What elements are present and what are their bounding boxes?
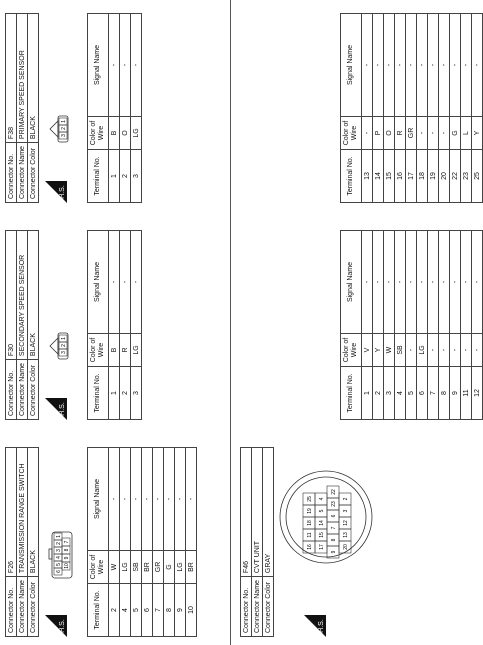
pin-number: 15: [318, 532, 325, 538]
terminal-no: 3: [384, 367, 395, 420]
connector-f30-pin-table: Terminal No. Color of Wire Signal Name 1 B - 2 R - 3 LG -: [87, 230, 142, 420]
pin-number: 1: [60, 337, 67, 340]
connector-f26-header: Connector No. F26 Connector Name TRANSMISSION RANGE SWITCH Connector Color BLACK: [5, 447, 39, 637]
pin-row: [450, 231, 461, 420]
pin-number: 9: [330, 550, 337, 554]
pin-row: [109, 14, 120, 203]
pin-row: [120, 448, 131, 637]
connector-f30-panel: [5, 230, 142, 420]
pin-number: 22: [330, 489, 337, 495]
wire-color: O: [384, 117, 395, 150]
wire-color: -: [472, 334, 483, 367]
pin-number: 7: [63, 540, 70, 544]
signal-name: -: [131, 448, 142, 551]
signal-name: -: [186, 448, 197, 551]
wire-color: R: [395, 117, 406, 150]
pin-number: 3: [60, 134, 67, 137]
signal-name: -: [120, 14, 131, 117]
pin-number: 19: [306, 508, 313, 514]
connector-f38-no: F38: [6, 14, 17, 143]
wire-color: V: [362, 334, 373, 367]
wire-color: Y: [373, 334, 384, 367]
wire-color: GR: [153, 551, 164, 584]
pin-row: [461, 14, 472, 203]
pin-number: 2: [60, 344, 67, 347]
terminal-no: 19: [428, 150, 439, 203]
pin-row: [109, 448, 120, 637]
pin-number: 2: [55, 542, 62, 545]
signal-name: -: [109, 448, 120, 551]
signal-name: -: [428, 14, 439, 117]
wire-color: SB: [131, 551, 142, 584]
wire-color: W: [384, 334, 395, 367]
connector-f30-no: F30: [6, 231, 17, 360]
pin-number: 10: [63, 563, 70, 569]
terminal-no: 23: [461, 150, 472, 203]
pin-row: [186, 448, 197, 637]
connector-f38-name: PRIMARY SPEED SENSOR: [17, 14, 28, 143]
signal-name: -: [461, 231, 472, 334]
pin-number: 9: [63, 556, 70, 560]
signal-name: -: [428, 231, 439, 334]
wire-color: G: [164, 551, 175, 584]
terminal-no: 1: [109, 150, 120, 203]
pin-row: [428, 231, 439, 420]
pin-row: [362, 231, 373, 420]
terminal-no: 2: [120, 367, 131, 420]
pin-row: [395, 231, 406, 420]
signal-name: -: [175, 448, 186, 551]
signal-name: -: [461, 14, 472, 117]
signal-name: -: [164, 448, 175, 551]
connector-f46-no: F46: [241, 448, 252, 577]
pin-number: 6: [330, 514, 337, 518]
signal-name: -: [362, 231, 373, 334]
pin-number: 20: [342, 544, 349, 550]
connector-f38-pin-diagram: [49, 113, 75, 143]
terminal-no: 1: [362, 367, 373, 420]
terminal-no: 18: [417, 150, 428, 203]
pin-row: [450, 14, 461, 203]
pin-row: [373, 231, 384, 420]
signal-name: -: [439, 14, 450, 117]
pin-number: 1: [55, 535, 62, 538]
pin-row: [164, 448, 175, 637]
wire-color: B: [109, 117, 120, 150]
wire-color: W: [109, 551, 120, 584]
terminal-no: 9: [175, 584, 186, 637]
pin-number: 3: [60, 351, 67, 354]
pin-number: 8: [330, 538, 337, 542]
wire-color: BR: [142, 551, 153, 584]
terminal-no: 2: [373, 367, 384, 420]
terminal-no: 25: [472, 150, 483, 203]
wire-color: LG: [131, 117, 142, 150]
pin-number: 17: [318, 544, 325, 550]
signal-name: -: [395, 14, 406, 117]
signal-name: -: [120, 448, 131, 551]
pin-number: 18: [306, 520, 313, 526]
wire-color: -: [417, 117, 428, 150]
signal-name: -: [373, 14, 384, 117]
terminal-no: 6: [417, 367, 428, 420]
harness-side-icon: H.S.: [45, 181, 67, 203]
connector-f46-name: CVT UNIT: [252, 448, 263, 577]
pin-row: [362, 14, 373, 203]
terminal-no: 20: [439, 150, 450, 203]
signal-name: -: [373, 231, 384, 334]
connector-f38-color: BLACK: [28, 14, 39, 143]
pin-number: 12: [342, 520, 349, 526]
terminal-no: 10: [186, 584, 197, 637]
harness-side-icon: H.S.: [45, 615, 67, 637]
signal-name: -: [417, 14, 428, 117]
signal-name: -: [362, 14, 373, 117]
terminal-no: 9: [450, 367, 461, 420]
terminal-no: 16: [395, 150, 406, 203]
signal-name: -: [417, 231, 428, 334]
pin-number: 11: [306, 532, 313, 538]
pin-number: 13: [342, 532, 349, 538]
pin-row: [395, 14, 406, 203]
terminal-no: 11: [461, 367, 472, 420]
connector-f46-pin-diagram: [274, 467, 378, 567]
pin-row: [373, 14, 384, 203]
terminal-no: 8: [164, 584, 175, 637]
wire-color: -: [450, 334, 461, 367]
terminal-no: 22: [450, 150, 461, 203]
terminal-no: 5: [131, 584, 142, 637]
wire-color: -: [461, 334, 472, 367]
connector-f30-pin-diagram: [49, 330, 75, 360]
wire-color: BR: [186, 551, 197, 584]
pin-row: [472, 231, 483, 420]
pin-number: 14: [318, 520, 325, 526]
wire-color: LG: [417, 334, 428, 367]
terminal-no: 8: [439, 367, 450, 420]
pin-row: [109, 231, 120, 420]
pin-number: 25: [306, 496, 313, 502]
terminal-no: 3: [131, 367, 142, 420]
wire-color: SB: [395, 334, 406, 367]
pin-row: [428, 14, 439, 203]
wire-color: L: [461, 117, 472, 150]
terminal-no: 2: [109, 584, 120, 637]
terminal-no: 1: [109, 367, 120, 420]
connector-f30-name: SECONDARY SPEED SENSOR: [17, 231, 28, 360]
terminal-no: 17: [406, 150, 417, 203]
wire-color: -: [428, 334, 439, 367]
wire-color: -: [406, 334, 417, 367]
pin-row: [120, 14, 131, 203]
connector-f26-name: TRANSMISSION RANGE SWITCH: [17, 448, 28, 577]
terminal-no: 5: [406, 367, 417, 420]
signal-name: -: [109, 231, 120, 334]
wire-color: O: [120, 117, 131, 150]
connector-f46-color: GRAY: [263, 448, 274, 577]
signal-name: -: [406, 231, 417, 334]
wire-color: -: [439, 117, 450, 150]
connector-f26-color: BLACK: [28, 448, 39, 577]
signal-name: -: [450, 231, 461, 334]
pin-row: [131, 448, 142, 637]
pin-number: 7: [330, 526, 337, 530]
wire-color: P: [373, 117, 384, 150]
wire-color: LG: [175, 551, 186, 584]
pin-number: 1: [60, 120, 67, 123]
pin-row: [406, 14, 417, 203]
terminal-no: 4: [395, 367, 406, 420]
signal-name: -: [142, 448, 153, 551]
wire-color: R: [120, 334, 131, 367]
connector-f26-panel: [5, 447, 197, 637]
signal-name: -: [472, 231, 483, 334]
wire-color: Y: [472, 117, 483, 150]
pin-row: [417, 14, 428, 203]
pin-row: [439, 14, 450, 203]
pin-row: [175, 448, 186, 637]
wire-color: -: [362, 117, 373, 150]
pin-row: [142, 448, 153, 637]
terminal-no: 7: [153, 584, 164, 637]
wire-color: LG: [131, 334, 142, 367]
pin-row: [120, 231, 131, 420]
connector-f26-no: F26: [6, 448, 17, 577]
connector-f46-pin-table-2: Terminal No. Color of Wire Signal Name 13 - - 14 P - 15 O - 16 R - 17 GR - 18 - - 19 - - 20 - - 22 G - 23 L - 25 Y -: [340, 13, 483, 203]
pin-row: [439, 231, 450, 420]
pin-row: [153, 448, 164, 637]
connector-f46-panel: [240, 447, 384, 637]
pin-number: 2: [60, 127, 67, 130]
pin-row: [384, 14, 395, 203]
signal-name: -: [109, 14, 120, 117]
wire-color: LG: [120, 551, 131, 584]
terminal-no: 7: [428, 367, 439, 420]
pin-number: 6: [55, 570, 62, 573]
section-divider: [230, 0, 231, 645]
pin-row: [472, 14, 483, 203]
pin-number: 23: [330, 501, 337, 507]
harness-side-icon: H.S.: [45, 398, 67, 420]
terminal-no: 3: [131, 150, 142, 203]
pin-row: [131, 231, 142, 420]
signal-name: -: [406, 14, 417, 117]
connector-f30-color: BLACK: [28, 231, 39, 360]
pin-number: 8: [63, 548, 70, 552]
signal-name: -: [120, 231, 131, 334]
connector-f46-pin-table-1-panel: [340, 230, 483, 420]
wire-color: -: [428, 117, 439, 150]
signal-name: -: [395, 231, 406, 334]
pin-number: 2: [342, 497, 349, 501]
signal-name: -: [153, 448, 164, 551]
signal-name: -: [131, 14, 142, 117]
pin-row: [417, 231, 428, 420]
pin-number: 5: [318, 509, 325, 513]
terminal-no: 2: [120, 150, 131, 203]
wire-color: B: [109, 334, 120, 367]
pin-number: 3: [55, 549, 62, 552]
wire-color: GR: [406, 117, 417, 150]
connector-f38-panel: [5, 13, 142, 203]
connector-f30-header: Connector No. F30 Connector Name SECONDARY SPEED SENSOR Connector Color BLACK: [5, 230, 39, 420]
pin-row: [406, 231, 417, 420]
signal-name: -: [384, 231, 395, 334]
pin-number: 4: [55, 556, 62, 559]
pin-row: [384, 231, 395, 420]
connector-f26-pin-table: Terminal No. Color of Wire Signal Name 2 W - 4 LG - 5 SB - 6 BR - 7 GR - 8 G - 9 LG - 10 BR -: [87, 447, 197, 637]
signal-name: -: [131, 231, 142, 334]
terminal-no: 13: [362, 150, 373, 203]
terminal-no: 6: [142, 584, 153, 637]
pin-row: [131, 14, 142, 203]
pin-number: 3: [342, 509, 349, 513]
pin-number: 16: [306, 544, 313, 550]
harness-side-icon: H.S.: [304, 615, 326, 637]
terminal-no: 4: [120, 584, 131, 637]
terminal-no: 15: [384, 150, 395, 203]
signal-name: -: [439, 231, 450, 334]
pin-row: [461, 231, 472, 420]
signal-name: -: [450, 14, 461, 117]
wire-color: G: [450, 117, 461, 150]
connector-f38-pin-table: Terminal No. Color of Wire Signal Name 1 B - 2 O - 3 LG -: [87, 13, 142, 203]
connector-f46-header: Connector No. F46 Connector Name CVT UNIT Connector Color GRAY: [240, 447, 274, 637]
connector-f38-header: Connector No. F38 Connector Name PRIMARY SPEED SENSOR Connector Color BLACK: [5, 13, 39, 203]
signal-name: -: [472, 14, 483, 117]
wire-color: -: [439, 334, 450, 367]
pin-number: 4: [318, 497, 325, 501]
pin-number: 5: [55, 563, 62, 566]
terminal-no: 14: [373, 150, 384, 203]
signal-name: -: [384, 14, 395, 117]
connector-f46-pin-table-2-panel: [340, 13, 483, 203]
connector-f46-pin-table-1: Terminal No. Color of Wire Signal Name 1 V - 2 Y - 3 W - 4 SB - 5 - - 6 LG - 7 - - 8 - - 9 - - 11 - - 12 - -: [340, 230, 483, 420]
connector-f26-pin-diagram: [49, 529, 75, 579]
terminal-no: 12: [472, 367, 483, 420]
